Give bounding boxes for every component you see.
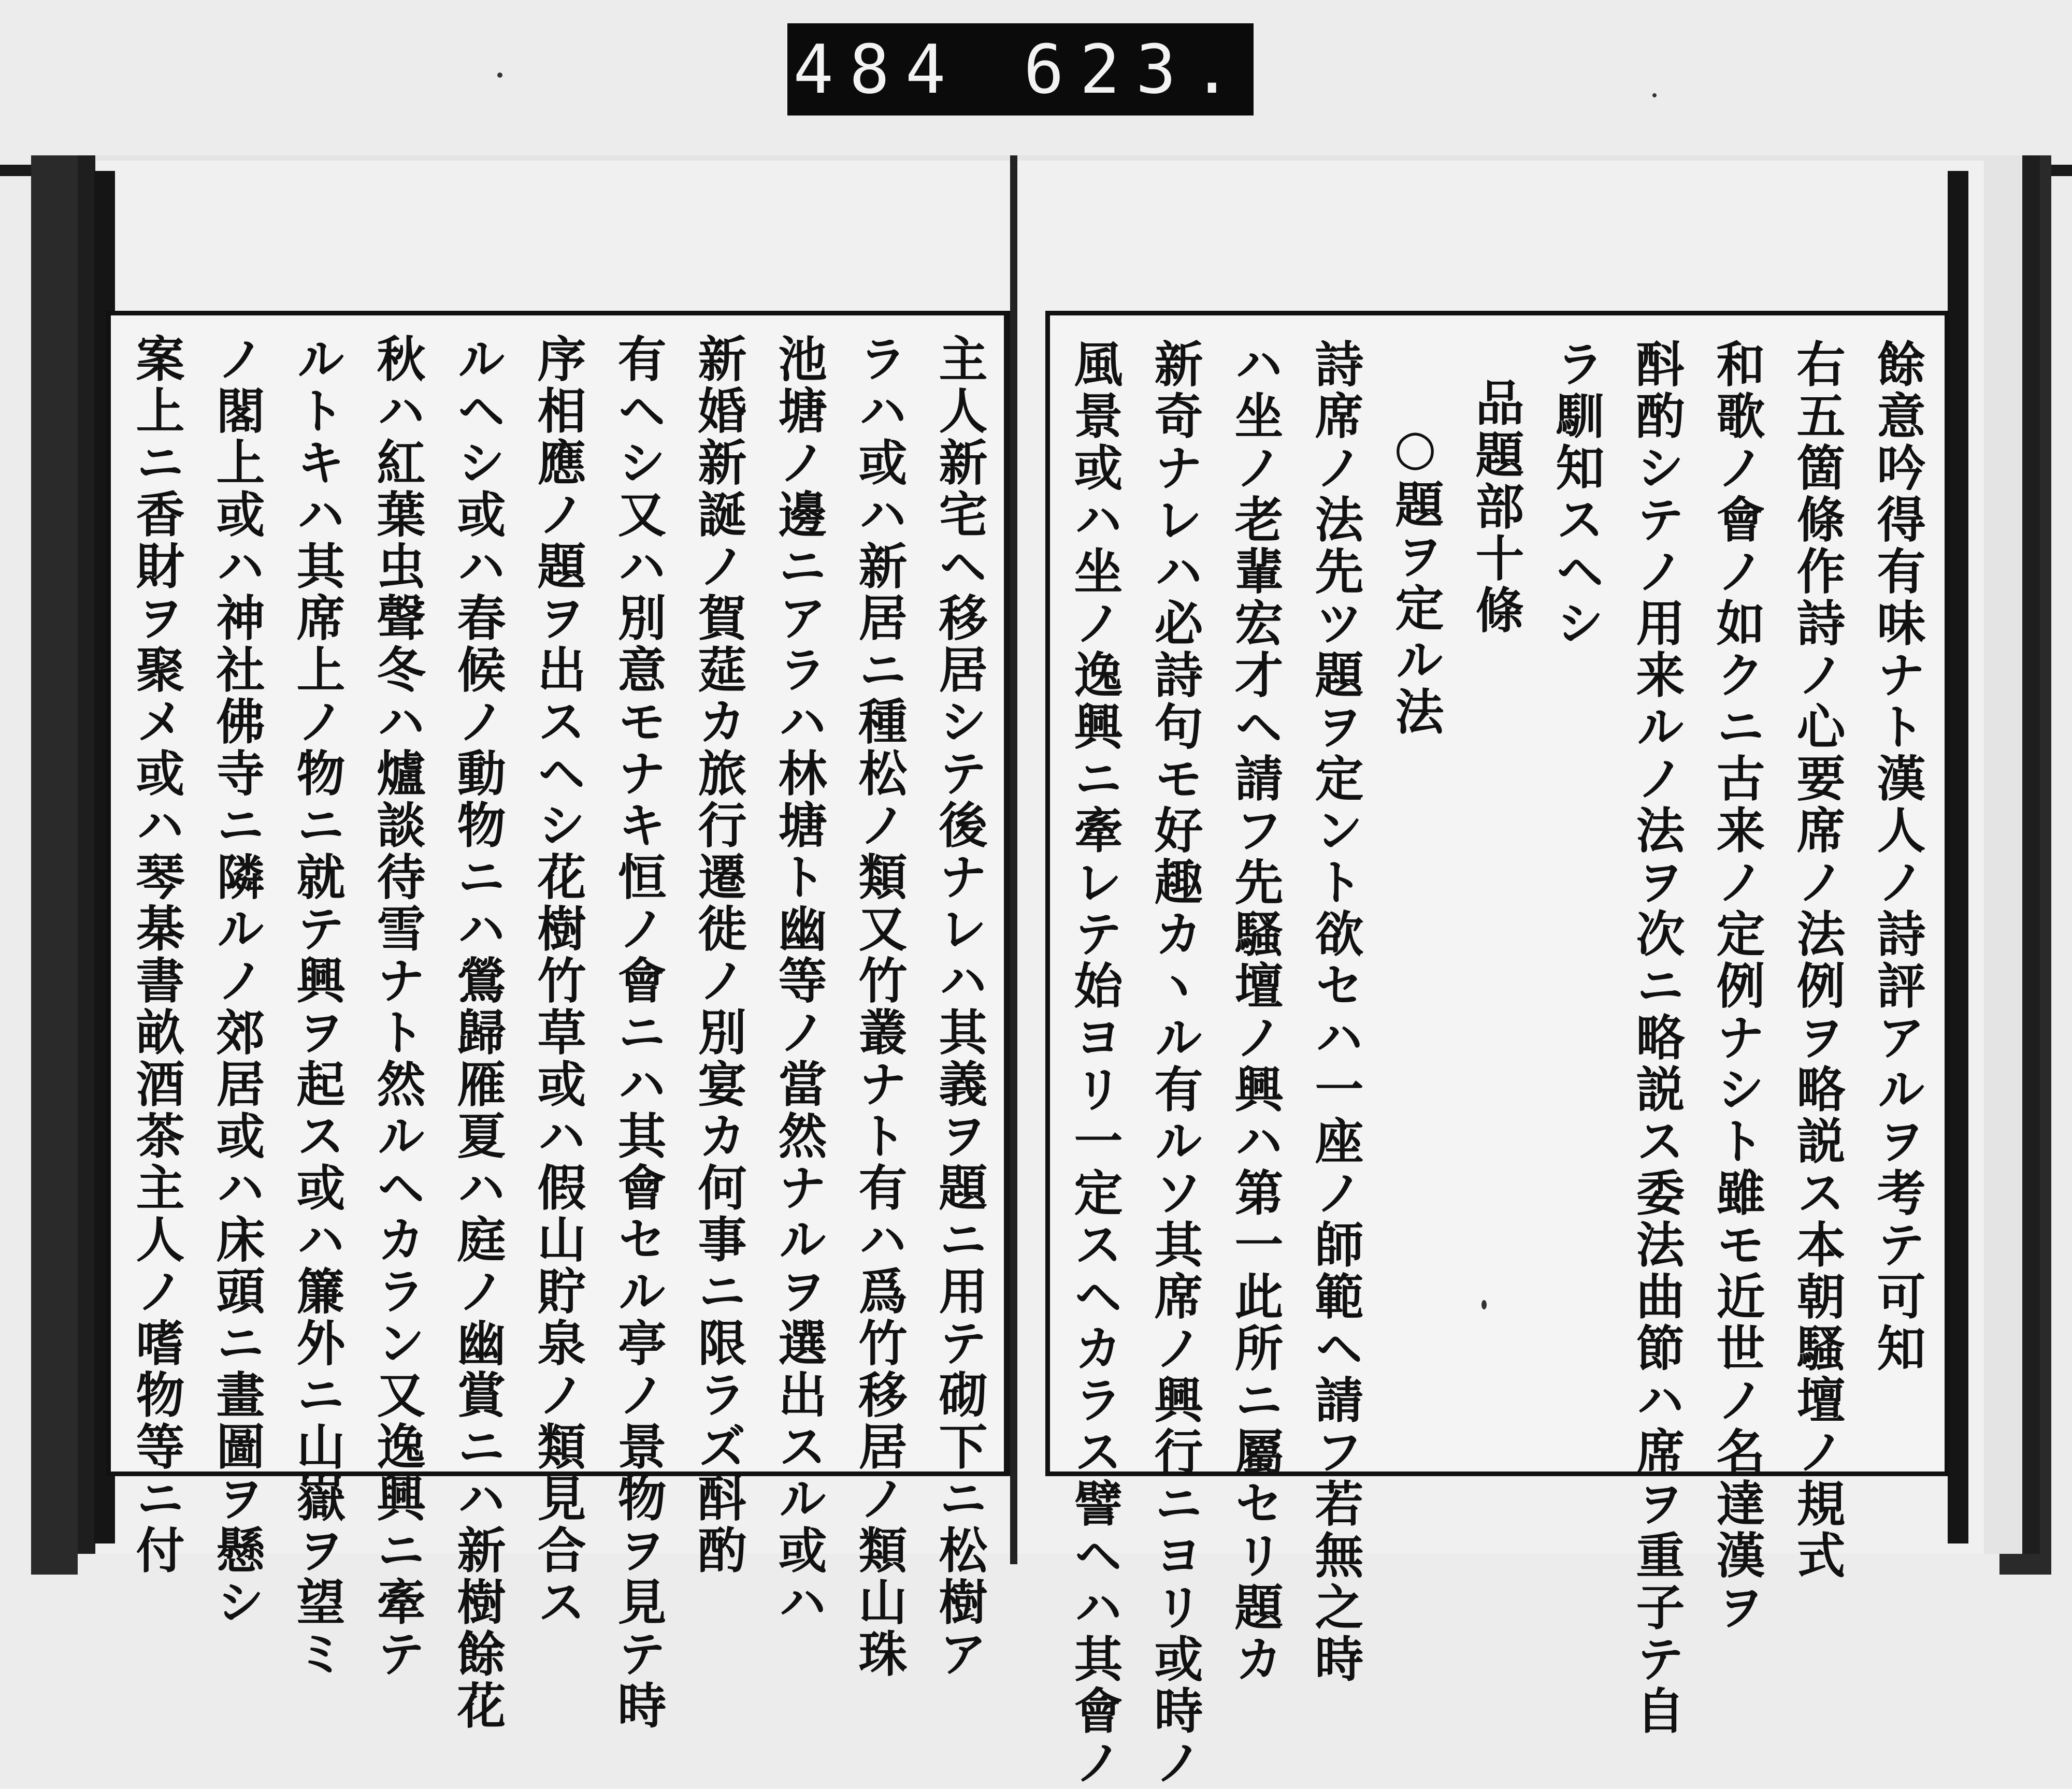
- tag-left-number: 484: [793, 30, 961, 109]
- right-column-3: 和歌ノ會ノ如クニ古来ノ定例ナシト雖モ近世ノ名達漢ヲ: [1708, 339, 1765, 1634]
- left-column-5: 有ヘシ又ハ別意モナキ恒ノ會ニハ其會セル亭ノ景物ヲ見テ時: [609, 334, 666, 1732]
- right-column-10: 新奇ナレハ必詩句モ好趣カヽル有ルソ其席ノ興行ニヨリ或時ノ: [1146, 339, 1203, 1789]
- left-column-9: ルトキハ其席上ノ物ニ就テ興ヲ起ス或ハ簾外ニ山嶽ヲ望ミ: [288, 334, 345, 1680]
- left-column-4: 新婚新誕ノ賀莚カ旅行遷徙ノ別宴カ何事ニ限ラズ酙酌: [689, 334, 746, 1577]
- right-column-11: 風景或ハ坐ノ逸興ニ牽レテ始ヨリ一定スヘカラス譬ヘハ其會ノ: [1066, 339, 1123, 1789]
- book-spine: [1010, 155, 1017, 1564]
- right-page-edge: [1948, 171, 1968, 1543]
- scan-speck: [1481, 1300, 1487, 1309]
- left-column-8: 秋ハ紅葉虫聲冬ハ爐談待雪ナト然ルヘカラン又逸興ニ牽テ: [368, 334, 425, 1680]
- left-text-frame: [106, 311, 1010, 1732]
- left-column-3: 池塘ノ邊ニアラハ林塘ト幽等ノ當然ナルヲ選出スル或ハ: [770, 334, 827, 1628]
- section-heading: 品題部十條: [1467, 378, 1524, 637]
- left-column-2: ラハ或ハ新居ニ種松ノ類又竹叢ナト有ハ爲竹移居ノ類山珠: [850, 334, 907, 1680]
- left-column-1: 主人新宅ヘ移居シテ後ナレハ其義ヲ題ニ用テ砌下ニ松樹ア: [930, 334, 987, 1680]
- scan-speck: [497, 73, 502, 78]
- left-column-10: ノ閣上或ハ神社佛寺ニ隣ルノ郊居或ハ床頭ニ畫圖ヲ懸シ: [208, 334, 265, 1628]
- right-column-9: ハ坐ノ老輩宏才ヘ請フ先騷壇ノ興ハ第一此所ニ屬セリ題カ: [1226, 339, 1283, 1685]
- subsection-heading: ○題ヲ定ル法: [1387, 419, 1444, 738]
- right-text-frame: [1045, 311, 1949, 1789]
- right-column-4: 酙酌シテノ用来ルノ法ヲ次ニ略説ス委法曲節ハ席ヲ重子テ自: [1628, 339, 1685, 1737]
- tag-right-number: 623.: [1023, 30, 1248, 109]
- right-column-5: ラ馴知スヘシ: [1547, 339, 1604, 650]
- left-column-6: 序相應ノ題ヲ出スヘシ花樹竹草或ハ假山貯泉ノ類見合ス: [529, 334, 586, 1628]
- right-column-8: 詩席ノ法先ツ題ヲ定ント欲セハ一座ノ師範ヘ請フ若無之時: [1306, 339, 1363, 1685]
- left-binder-strip: [31, 155, 78, 1575]
- left-column-7: ルヘシ或ハ春候ノ動物ニハ鶯歸雁夏ハ庭ノ幽賞ニハ新樹餘花: [449, 334, 506, 1732]
- left-column-11: 案上ニ香財ヲ聚メ或ハ琴棊書畝酒茶主人ノ嗜物等ニ付: [127, 334, 184, 1577]
- right-column-2: 右五箇條作詩ノ心要席ノ法例ヲ略説ス本朝騷壇ノ規式: [1788, 339, 1845, 1582]
- scan-speck: [1652, 93, 1657, 97]
- archive-number-tag: [787, 23, 1254, 116]
- right-column-1: 餘意吟得有味ナト漢人ノ詩評アルヲ考テ可知: [1868, 339, 1925, 1375]
